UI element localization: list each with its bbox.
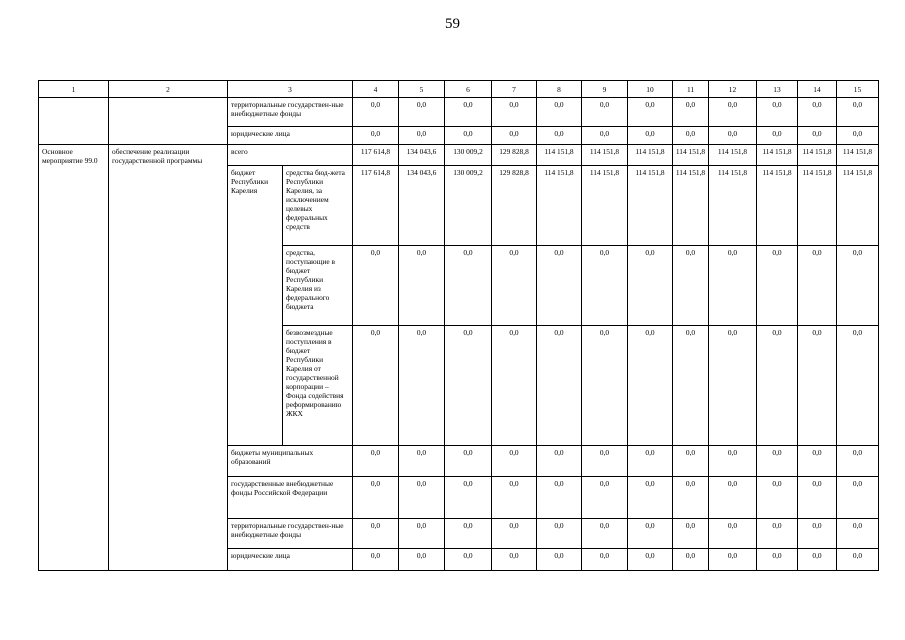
value-cell: 0,0 (798, 477, 837, 519)
value-cell: 0,0 (837, 549, 879, 571)
value-cell: 0,0 (582, 127, 628, 145)
table-row (39, 145, 879, 166)
value-cell: 114 151,8 (673, 145, 709, 166)
value-cell: 0,0 (582, 477, 628, 519)
source-label: территориальные государствен-ные внебюджетные фонды (228, 98, 353, 127)
value-cell: 0,0 (582, 98, 628, 127)
value-cell: 114 151,8 (709, 145, 757, 166)
value-cell: 0,0 (837, 519, 879, 549)
value-cell: 0,0 (399, 477, 445, 519)
source-label: юридические лица (228, 127, 353, 145)
activity-description: обеспечение реализации государственной программы (109, 145, 228, 571)
value-cell: 0,0 (582, 246, 628, 326)
header-cell: 11 (673, 81, 709, 98)
value-cell: 0,0 (582, 446, 628, 477)
value-cell: 0,0 (537, 326, 582, 446)
value-cell: 0,0 (445, 98, 492, 127)
value-cell: 130 009,2 (445, 166, 492, 246)
program-funding-table (38, 80, 879, 571)
value-cell: 0,0 (399, 326, 445, 446)
value-cell: 0,0 (673, 98, 709, 127)
budget-source-label: безвозмездные поступления в бюджет Республики Карелия от государственной корпорации – Фонда содействия реформированию ЖКХ (283, 326, 353, 446)
value-cell: 0,0 (399, 446, 445, 477)
value-cell: 114 151,8 (628, 166, 673, 246)
value-cell: 0,0 (537, 127, 582, 145)
value-cell: 0,0 (709, 246, 757, 326)
value-cell: 0,0 (673, 477, 709, 519)
value-cell: 0,0 (492, 326, 537, 446)
header-cell: 8 (537, 81, 582, 98)
header-cell: 15 (837, 81, 879, 98)
activity-name: Основное мероприятие 99.0 (39, 145, 109, 571)
value-cell: 0,0 (445, 326, 492, 446)
value-cell: 0,0 (837, 477, 879, 519)
value-cell: 0,0 (399, 127, 445, 145)
value-cell: 117 614,8 (353, 166, 399, 246)
value-cell: 0,0 (628, 477, 673, 519)
value-cell: 0,0 (492, 477, 537, 519)
value-cell: 0,0 (582, 326, 628, 446)
value-cell: 0,0 (353, 246, 399, 326)
value-cell: 0,0 (492, 519, 537, 549)
value-cell: 129 828,8 (492, 166, 537, 246)
value-cell: 0,0 (673, 519, 709, 549)
value-cell: 0,0 (709, 549, 757, 571)
value-cell: 0,0 (673, 127, 709, 145)
value-cell: 0,0 (757, 446, 798, 477)
budget-source-label: средства, поступающие в бюджет Республики Карелия из федерального бюджета (283, 246, 353, 326)
value-cell: 0,0 (798, 519, 837, 549)
value-cell: 114 151,8 (709, 166, 757, 246)
source-label: территориальные государствен-ные внебюджетные фонды (228, 519, 353, 549)
header-cell: 10 (628, 81, 673, 98)
header-cell: 13 (757, 81, 798, 98)
value-cell: 0,0 (445, 549, 492, 571)
value-cell: 0,0 (673, 549, 709, 571)
value-cell: 0,0 (798, 326, 837, 446)
value-cell: 114 151,8 (628, 145, 673, 166)
value-cell: 0,0 (709, 477, 757, 519)
page-number: 59 (445, 16, 460, 32)
value-cell: 114 151,8 (837, 145, 879, 166)
value-cell: 0,0 (798, 127, 837, 145)
value-cell: 0,0 (399, 246, 445, 326)
value-cell: 0,0 (709, 98, 757, 127)
value-cell: 134 043,6 (399, 166, 445, 246)
value-cell: 0,0 (628, 446, 673, 477)
value-cell: 0,0 (492, 446, 537, 477)
value-cell: 0,0 (837, 246, 879, 326)
value-cell: 114 151,8 (798, 166, 837, 246)
value-cell: 0,0 (798, 98, 837, 127)
value-cell: 0,0 (798, 446, 837, 477)
empty-col1-cell (39, 98, 109, 145)
value-cell: 134 043,6 (399, 145, 445, 166)
value-cell: 0,0 (582, 519, 628, 549)
total-label: всего (228, 145, 353, 166)
value-cell: 0,0 (537, 519, 582, 549)
value-cell: 0,0 (445, 519, 492, 549)
value-cell: 0,0 (445, 446, 492, 477)
value-cell: 0,0 (757, 246, 798, 326)
value-cell: 0,0 (673, 446, 709, 477)
value-cell: 0,0 (757, 127, 798, 145)
budget-source-label: средства бюд-жета Республики Карелия, за исключением целевых федеральных средств (283, 166, 353, 246)
value-cell: 0,0 (353, 549, 399, 571)
value-cell: 114 151,8 (757, 145, 798, 166)
header-cell: 2 (109, 81, 228, 98)
value-cell: 0,0 (709, 446, 757, 477)
source-label: бюджеты муниципальных образований (228, 446, 353, 477)
value-cell: 0,0 (757, 98, 798, 127)
value-cell: 114 151,8 (798, 145, 837, 166)
value-cell: 0,0 (353, 477, 399, 519)
value-cell: 0,0 (673, 246, 709, 326)
header-cell: 9 (582, 81, 628, 98)
value-cell: 0,0 (837, 127, 879, 145)
value-cell: 0,0 (709, 127, 757, 145)
value-cell: 0,0 (757, 519, 798, 549)
value-cell: 0,0 (628, 326, 673, 446)
header-cell: 4 (353, 81, 399, 98)
value-cell: 0,0 (837, 98, 879, 127)
value-cell: 0,0 (837, 446, 879, 477)
header-cell: 6 (445, 81, 492, 98)
value-cell: 0,0 (628, 98, 673, 127)
value-cell: 0,0 (628, 127, 673, 145)
header-row (39, 81, 879, 98)
value-cell: 0,0 (628, 549, 673, 571)
budget-label: бюджет Республики Карелия (228, 166, 283, 446)
source-label: государственные внебюджетные фонды Российской Федерации (228, 477, 353, 519)
value-cell: 129 828,8 (492, 145, 537, 166)
header-cell: 3 (228, 81, 353, 98)
value-cell: 0,0 (353, 127, 399, 145)
value-cell: 0,0 (353, 326, 399, 446)
value-cell: 0,0 (673, 326, 709, 446)
value-cell: 0,0 (837, 326, 879, 446)
value-cell: 114 151,8 (537, 145, 582, 166)
value-cell: 0,0 (798, 549, 837, 571)
value-cell: 114 151,8 (837, 166, 879, 246)
value-cell: 0,0 (537, 549, 582, 571)
value-cell: 0,0 (353, 519, 399, 549)
value-cell: 0,0 (709, 326, 757, 446)
value-cell: 0,0 (537, 246, 582, 326)
value-cell: 130 009,2 (445, 145, 492, 166)
value-cell: 117 614,8 (353, 145, 399, 166)
header-cell: 7 (492, 81, 537, 98)
value-cell: 0,0 (399, 98, 445, 127)
header-cell: 5 (399, 81, 445, 98)
header-cell: 1 (39, 81, 109, 98)
value-cell: 0,0 (492, 127, 537, 145)
value-cell: 0,0 (353, 446, 399, 477)
value-cell: 0,0 (399, 549, 445, 571)
value-cell: 0,0 (628, 246, 673, 326)
value-cell: 0,0 (445, 127, 492, 145)
value-cell: 0,0 (445, 477, 492, 519)
value-cell: 0,0 (492, 98, 537, 127)
source-label: юридические лица (228, 549, 353, 571)
value-cell: 0,0 (537, 477, 582, 519)
value-cell: 0,0 (399, 519, 445, 549)
empty-col2-cell (109, 98, 228, 145)
value-cell: 0,0 (628, 519, 673, 549)
value-cell: 0,0 (445, 246, 492, 326)
value-cell: 114 151,8 (582, 145, 628, 166)
header-cell: 12 (709, 81, 757, 98)
value-cell: 114 151,8 (582, 166, 628, 246)
value-cell: 0,0 (757, 326, 798, 446)
value-cell: 0,0 (537, 446, 582, 477)
value-cell: 0,0 (757, 549, 798, 571)
value-cell: 114 151,8 (537, 166, 582, 246)
value-cell: 0,0 (582, 549, 628, 571)
value-cell: 0,0 (798, 246, 837, 326)
value-cell: 114 151,8 (673, 166, 709, 246)
value-cell: 114 151,8 (757, 166, 798, 246)
header-cell: 14 (798, 81, 837, 98)
table-row (39, 98, 879, 127)
value-cell: 0,0 (353, 98, 399, 127)
value-cell: 0,0 (492, 549, 537, 571)
value-cell: 0,0 (492, 246, 537, 326)
value-cell: 0,0 (757, 477, 798, 519)
value-cell: 0,0 (709, 519, 757, 549)
value-cell: 0,0 (537, 98, 582, 127)
